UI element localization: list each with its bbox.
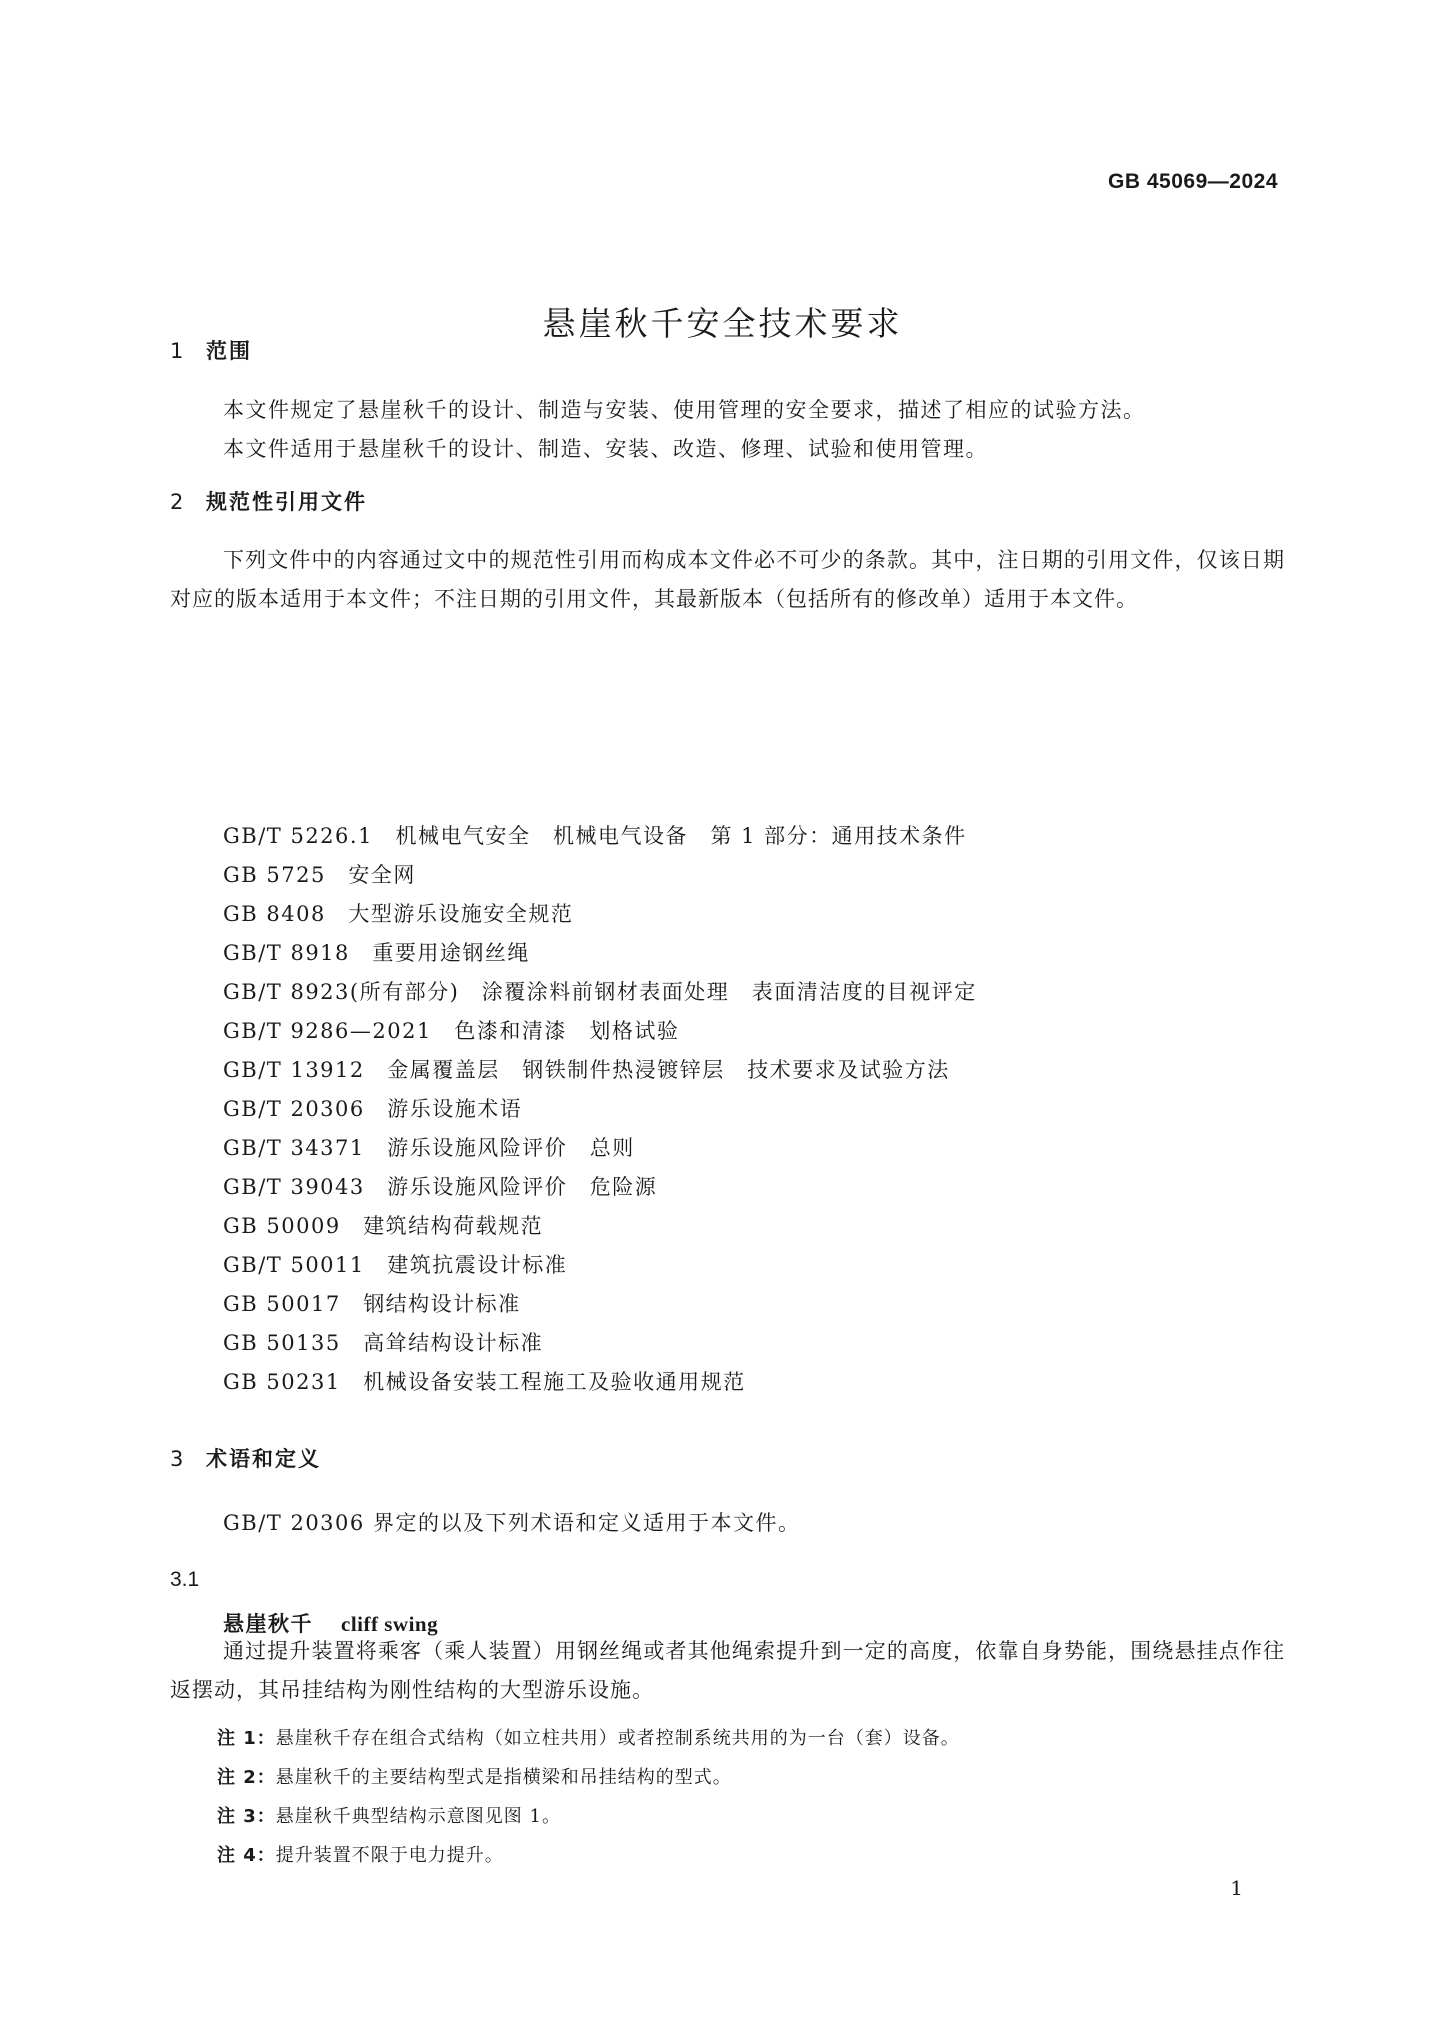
scope-paragraph-1: 本文件规定了悬崖秋千的设计、制造与安装、使用管理的安全要求，描述了相应的试验方法。 [223,398,1146,422]
reference-code: GB/T 20306 [223,1097,365,1121]
reference-code: GB/T 39043 [223,1175,365,1199]
reference-code: GB/T 8923(所有部分) [223,980,460,1004]
section-title: 规范性引用文件 [206,490,367,514]
reference-item [223,1012,977,1051]
reference-code: GB 50135 [223,1331,341,1355]
standard-number: GB 45069—2024 [1108,170,1278,193]
scope-paragraph-2: 本文件适用于悬崖秋千的设计、制造、安装、改造、修理、试验和使用管理。 [223,437,988,461]
reference-title: 游乐设施风险评价 总则 [387,1136,635,1160]
reference-title: 机械电气安全 机械电气设备 第 1 部分：通用技术条件 [395,824,967,848]
reference-code: GB/T 9286—2021 [223,1019,432,1043]
note-1 [217,1724,960,1750]
section-number: 3 [170,1447,186,1471]
page-number: 1 [1230,1876,1243,1900]
reference-title: 高耸结构设计标准 [363,1331,544,1355]
reference-item [223,934,977,973]
reference-item [223,1090,977,1129]
section-1-heading [170,335,252,365]
note-4 [217,1841,504,1867]
reference-title: 金属覆盖层 钢铁制件热浸镀锌层 技术要求及试验方法 [387,1058,950,1082]
document-title: 悬崖秋千安全技术要求 [542,304,903,343]
reference-code: GB 5725 [223,863,326,887]
note-text: 悬崖秋千存在组合式结构（如立柱共用）或者控制系统共用的为一台（套）设备。 [275,1728,960,1749]
reference-title: 安全网 [348,863,416,887]
reference-title: 建筑结构荷载规范 [363,1214,544,1238]
reference-item [223,1324,977,1363]
reference-title: 建筑抗震设计标准 [387,1253,568,1277]
reference-code: GB/T 50011 [223,1253,365,1277]
reference-item [223,1207,977,1246]
section-title: 术语和定义 [206,1447,321,1471]
reference-item [223,1129,977,1168]
note-label: 注 1： [217,1728,276,1749]
reference-title: 色漆和清漆 划格试验 [454,1019,680,1043]
reference-code: GB/T 13912 [223,1058,365,1082]
terms-intro: GB/T 20306 界定的以及下列术语和定义适用于本文件。 [223,1511,801,1535]
reference-item [223,817,977,856]
reference-title: 钢结构设计标准 [363,1292,521,1316]
reference-code: GB/T 5226.1 [223,824,373,848]
section-title: 范围 [206,339,252,363]
section-number: 1 [170,339,186,363]
section-3-heading [170,1443,321,1473]
reference-title: 游乐设施术语 [387,1097,523,1121]
reference-item [223,856,977,895]
reference-code: GB 8408 [223,902,326,926]
section-number: 2 [170,490,186,514]
normative-refs-intro: 下列文件中的内容通过文中的规范性引用而构成本文件必不可少的条款。其中，注日期的引用文件，仅该日期对应的版本适用于本文件；不注日期的引用文件，其最新版本（包括所有的修改单）适用于本文件。 [170,548,1285,611]
note-label: 注 4： [217,1845,276,1866]
reference-title: 大型游乐设施安全规范 [348,902,574,926]
reference-code: GB 50017 [223,1292,341,1316]
term-number: 3.1 [170,1568,200,1591]
reference-code: GB 50231 [223,1370,341,1394]
reference-item [223,973,977,1012]
reference-code: GB 50009 [223,1214,341,1238]
note-text: 提升装置不限于电力提升。 [275,1845,504,1866]
note-label: 注 2： [217,1767,276,1788]
reference-list [223,817,977,1402]
note-text: 悬崖秋千的主要结构型式是指横梁和吊挂结构的型式。 [275,1767,732,1788]
reference-title: 游乐设施风险评价 危险源 [387,1175,658,1199]
reference-item [223,1285,977,1324]
reference-title: 涂覆涂料前钢材表面处理 表面清洁度的目视评定 [481,980,977,1004]
reference-title: 重要用途钢丝绳 [372,941,530,965]
term-chinese: 悬崖秋千 [223,1612,313,1636]
section-2-heading [170,486,367,516]
term-english: cliff swing [341,1612,439,1636]
note-text: 悬崖秋千典型结构示意图见图 1。 [275,1806,561,1827]
reference-item [223,1168,977,1207]
reference-item [223,1363,977,1402]
note-3 [217,1802,561,1828]
note-2 [217,1763,732,1789]
reference-item [223,1051,977,1090]
note-label: 注 3： [217,1806,276,1827]
reference-item [223,895,977,934]
reference-code: GB/T 8918 [223,941,350,965]
term-definition: 通过提升装置将乘客（乘人装置）用钢丝绳或者其他绳索提升到一定的高度，依靠自身势能，围绕悬挂点作往返摆动，其吊挂结构为刚性结构的大型游乐设施。 [170,1639,1285,1702]
reference-title: 机械设备安装工程施工及验收通用规范 [363,1370,746,1394]
reference-item [223,1246,977,1285]
reference-code: GB/T 34371 [223,1136,365,1160]
